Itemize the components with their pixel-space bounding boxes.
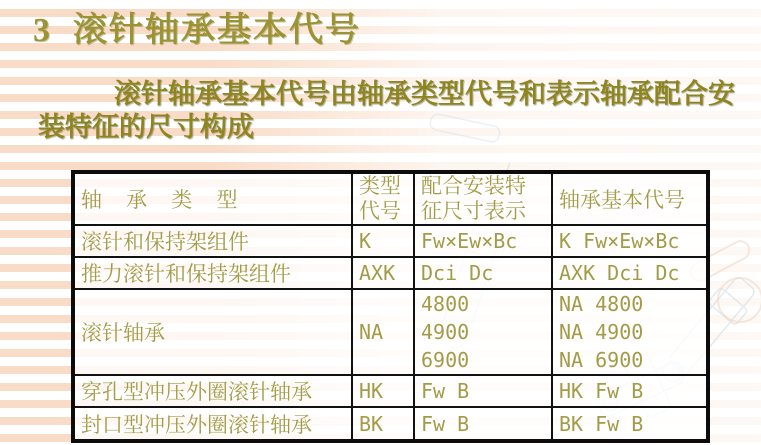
cell-basic-code: HK Fw B [552,375,708,407]
cell-size: Fw B [414,407,552,441]
table-row [73,375,708,407]
table-row [73,225,708,257]
header-type-code [352,172,414,225]
table-row [73,257,708,289]
cell-type-code: AXK [352,257,414,289]
cell-type-code: K [352,225,414,257]
cell-type-code: BK [352,407,414,441]
header-type-code-line1: 类型 [359,174,401,198]
header-fit-feature-size-line1: 配合安装特 [421,174,526,198]
page-title: 3 滚针轴承基本代号 [33,12,361,49]
table-row [73,407,708,441]
cell-type-code: HK [352,375,414,407]
cell-bearing-type: 滚针轴承 [73,289,352,375]
cell-bearing-type: 推力滚针和保持架组件 [73,257,352,289]
cell-size: Fw×Ew×Bc [414,225,552,257]
cell-size: Dci Dc [414,257,552,289]
cell-size [414,289,552,375]
size-lines: 4800 4900 6900 [421,292,470,372]
cell-basic-code [552,289,708,375]
header-fit-feature-size [414,172,552,225]
intro-paragraph-line1: 滚针轴承基本代号由轴承类型代号和表示轴承配合安 [114,79,735,109]
cell-bearing-type: 滚针和保持架组件 [73,225,352,257]
cell-basic-code: BK Fw B [552,407,708,441]
header-type-code-line2: 代号 [359,199,401,223]
table-row [73,289,708,375]
cell-basic-code: AXK Dci Dc [552,257,708,289]
header-bearing-type: 轴 承 类 型 [73,172,352,225]
intro-paragraph-line2: 装特征的尺寸构成 [38,112,254,142]
bearing-code-table [71,170,710,443]
cell-bearing-type: 封口型冲压外圈滚针轴承 [73,407,352,441]
cell-type-code: NA [352,289,414,375]
header-fit-feature-size-line2: 征尺寸表示 [421,199,526,223]
cell-size: Fw B [414,375,552,407]
cell-bearing-type: 穿孔型冲压外圈滚针轴承 [73,375,352,407]
cell-basic-code: K Fw×Ew×Bc [552,225,708,257]
header-basic-code: 轴承基本代号 [552,172,708,225]
basic-code-lines: NA 4800 NA 4900 NA 6900 [559,292,644,372]
table-header-row [73,172,708,225]
intro-paragraph [38,78,744,144]
